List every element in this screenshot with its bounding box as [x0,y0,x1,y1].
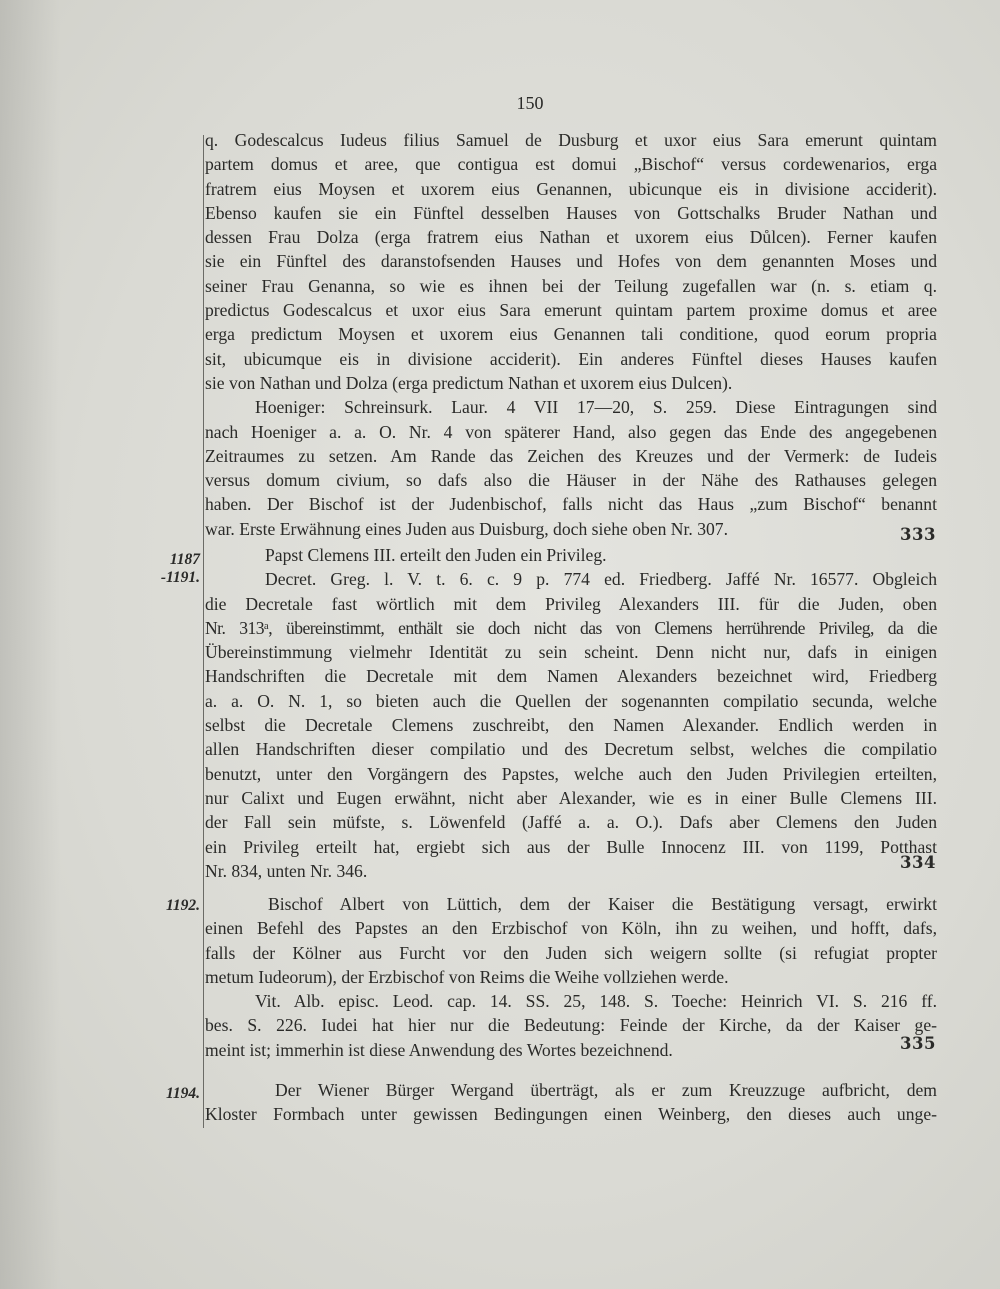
text-line: benutzt, unter den Vorgängern des Papstes, welche auch den Juden Privilegien erteilten, [205,763,937,784]
text-line: q. Godescalcus Iudeus filius Samuel de Dusburg et uxor eius Sara emerunt quintam [205,130,937,150]
text-line: Bischof Albert von Lüttich, dem der Kaiser die Bestätigung versagt, erwirkt [268,894,937,914]
text-block-1 [205,128,937,541]
page-number: 150 [516,93,544,113]
text-line: war. Erste Erwähnung eines Juden aus Duisburg, doch siehe oben Nr. 307. [205,518,728,539]
text-line: bes. S. 226. Iudei hat hier nur die Bedeutung: Feinde der Kirche, da der Kaiser ge- [205,1015,937,1036]
text-line: haben. Der Bischof ist der Judenbischof, falls nicht das Haus „zum Bischof“ benannt [205,494,937,515]
page-edge-shadow [0,0,60,1289]
margin-date-1194: 1194. [165,1085,200,1102]
text-line: erga predictum Moysen et uxorem eius Genannen tali conditione, quod eorum propria [205,324,937,345]
text-line: Übereinstimmung vielmehr Identität zu sein scheint. Denn nicht nur, dafs in einigen [205,642,937,663]
entry-number-333: 333 [900,525,936,544]
text-line: allen Handschriften dieser compilatio und des Decretum selbst, welches die compilatio [205,739,937,760]
text-line: Der Wiener Bürger Wergand überträgt, als er zum Kreuzzuge aufbricht, dem [275,1080,937,1100]
margin-date-1192: 1192. [165,897,200,914]
text-line: fratrem eius Moysen et uxorem eius Genannen, ubicunque eis in divisione acciderit). [205,178,937,199]
text-line: a. a. O. N. 1, so bieten auch die Quellen der sogenannten compilatio secunda, welche [205,690,937,711]
text-block-3 [205,892,937,1062]
text-line: predictus Godescalcus et uxor eius Sara emerunt quintam partem proxime domus et aree [205,300,937,321]
text-line: sit, ubicumque eis in divisione acciderit). Ein anderes Fünftel dieses Hauses kaufen [205,348,937,369]
text-line: metum Iudeorum), der Erzbischof von Reims die Weihe vollziehen werde. [205,966,729,987]
text-line: meint ist; immerhin ist diese Anwendung des Wortes bezeichnend. [205,1039,673,1060]
text-line: Papst Clemens III. erteilt den Juden ein Privileg. [265,545,607,565]
text-line: sie ein Fünftel des daranstofsenden Hauses und Hofes von dem genannten Moses und [205,251,937,272]
text-line: der Fall sein müfste, s. Löwenfeld (Jaffé a. a. O.). Dafs aber Clemens den Juden [205,812,937,833]
text-line: Zeitraumes zu setzen. Am Rande das Zeichen des Kreuzes und der Vermerk: de Iudeis [205,445,937,466]
text-line: Nr. 834, unten Nr. 346. [205,860,368,881]
text-block-4 [205,1078,937,1127]
text-block-2 [205,543,937,883]
text-line: seiner Frau Genanna, so wie es ihnen bei der Teilung zugefallen war (n. s. etiam q. [205,275,937,296]
margin-date-line: -1191. [160,569,200,586]
text-line: Hoeniger: Schreinsurk. Laur. 4 VII 17—20, S. 259. Diese Eintragungen sind [255,397,937,418]
text-line: Ebenso kaufen sie ein Fünftel desselben Hauses von Gottschalks Bruder Nathan und [205,202,937,223]
text-line: selbst die Decretale Clemens zuschreibt, den Namen Alexander. Endlich werden in [205,715,937,736]
text-line: Kloster Formbach unter gewissen Bedingungen einen Weinberg, den dieses auch unge- [205,1104,937,1125]
text-line: nach Hoeniger a. a. O. Nr. 4 von späterer Hand, also gegen das Ende des angegebenen [205,421,937,442]
entry-number-335: 335 [900,1034,936,1053]
text-line: sie von Nathan und Dolza (erga predictum Nathan et uxorem eius Dulcen). [205,372,733,393]
text-line: falls der Kölner aus Furcht vor den Juden sich weigern sollte (si refugiat propter [205,942,937,963]
text-line: Decret. Greg. l. V. t. 6. c. 9 p. 774 ed. Friedberg. Jaffé Nr. 16577. Obgleich [265,569,937,590]
margin-date-line: 1187 [169,551,200,568]
margin-date-1187 [118,551,200,587]
margin-rule [203,135,204,1128]
text-line: einen Befehl des Papstes an den Erzbischof von Köln, ihn zu weihen, und hofft, dafs, [205,918,937,939]
entry-number-334: 334 [900,853,936,872]
text-line: nur Calixt und Eugen erwähnt, nicht aber Alexander, wie es in einer Bulle Clemens III. [205,787,937,808]
text-line: partem domus et aree, que contigua est domui „Bischof“ versus cordewenarios, erga [205,154,937,175]
text-line: die Decretale fast wörtlich mit dem Privileg Alexanders III. für die Juden, oben [205,593,937,614]
text-line: Handschriften die Decretale mit dem Namen Alexanders bezeichnet wird, Friedberg [205,666,937,687]
text-line: Nr. 313ᵃ, übereinstimmt, enthält sie doch nicht das von Clemens herrührende Privileg, da die [205,617,937,638]
text-line: ein Privileg erteilt hat, ergiebt sich aus der Bulle Innocenz III. von 1199, Potthast [205,836,937,857]
text-line: versus domum civium, so dafs also die Häuser in der Nähe des Rathauses gelegen [205,470,937,491]
text-line: dessen Frau Dolza (erga fratrem eius Nathan et uxorem eius Důlcen). Ferner kaufen [205,227,937,248]
text-line: Vit. Alb. episc. Leod. cap. 14. SS. 25, 148. S. Toeche: Heinrich VI. S. 216 ff. [255,991,937,1012]
